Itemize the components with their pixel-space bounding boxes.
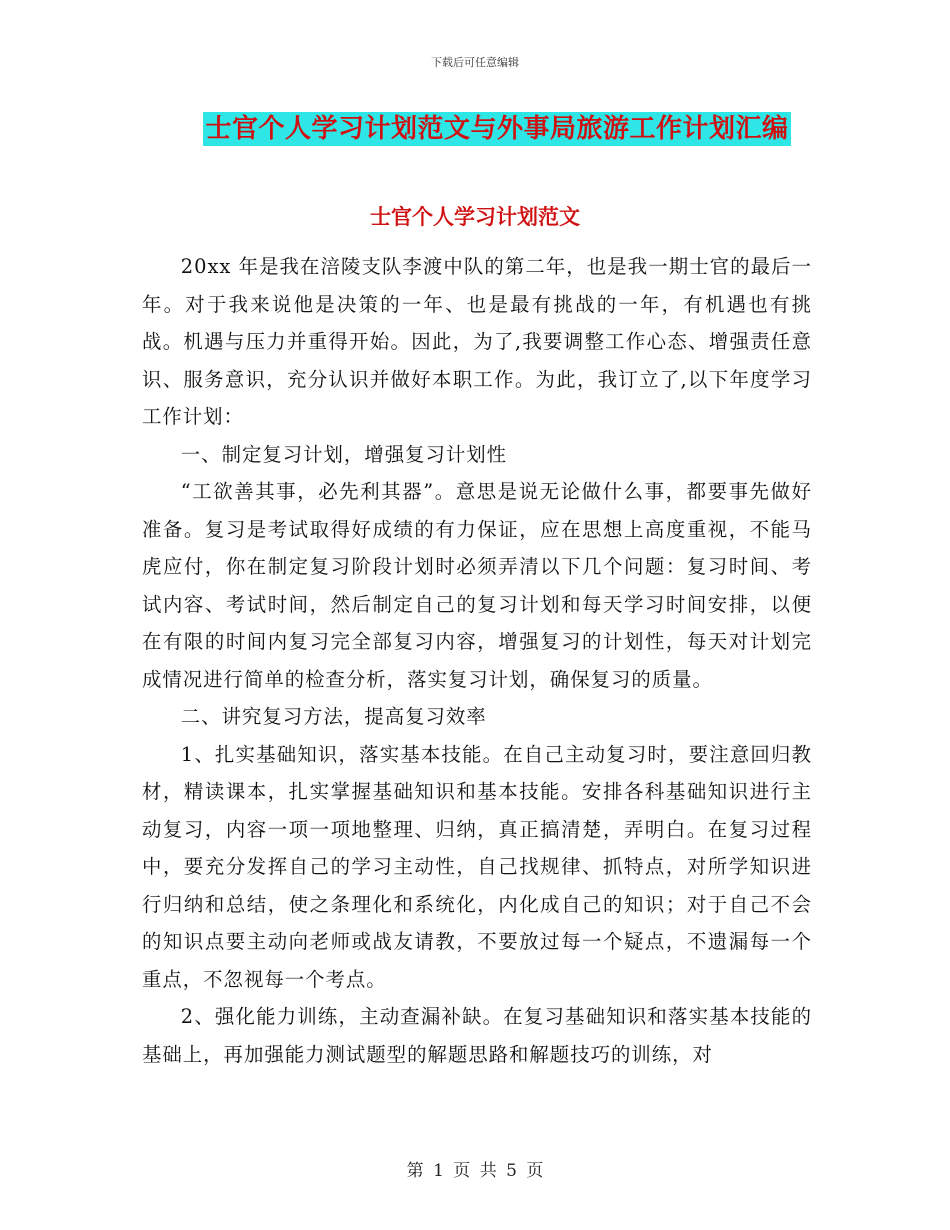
paragraph-heading: 二、讲究复习方法，提高复习效率 (180, 705, 487, 728)
paragraph: 2、强化能力训练，主动查漏补缺。在复习基础知识和落实基本技能的基础上，再加强能力测试题型的解题思路和解题技巧的训练，对 (142, 1005, 812, 1066)
paragraph: 1、扎实基础知识，落实基本技能。在自己主动复习时，要注意回归教材，精读课本，扎实掌握基础知识和基本技能。安排各科基础知识进行主动复习，内容一项一项地整理、归纳，真正搞清楚，弄明白。在复习过程中，要充分发挥自己的学习主动性，自己找规律、抓特点，对所学知识进行归纳和总结，使之条理化和系统化，内化成自己的知识；对于自己不会的知识点要主动向老师或战友请教，不要放过每一个疑点，不遗漏每一个重点，不忽视每一个考点。 (142, 742, 812, 991)
paragraph: “工欲善其事，必先利其器”。意思是说无论做什么事，都要事先做好准备。复习是考试取得好成绩的有力保证，应在思想上高度重视，不能马虎应付，你在制定复习阶段计划时必须弄清以下几个问题：复习时间、考试内容、考试时间，然后制定自己的复习计划和每天学习时间安排，以便在有限的时间内复习完全部复习内容，增强复习的计划性，每天对计划完成情况进行简单的检查分析，落实复习计划，确保复习的质量。 (142, 480, 812, 691)
section-title: 士官个人学习计划范文 (370, 204, 580, 229)
paragraph: 20xx 年是我在涪陵支队李渡中队的第二年，也是我一期士官的最后一年。对于我来说他是决策的一年、也是最有挑战的一年，有机遇也有挑战。机遇与压力并重得开始。因此，为了,我要调整工作心态、增强责任意识、服务意识，充分认识并做好本职工作。为此，我订立了,以下年度学习工作计划： (142, 255, 812, 428)
document-body (142, 248, 812, 1073)
main-title-container (0, 112, 950, 146)
page-header-note: 下载后可任意编辑 (431, 56, 519, 69)
main-title: 士官个人学习计划范文与外事局旅游工作计划汇编 (205, 114, 789, 144)
paragraph-heading: 一、制定复习计划，增强复习计划性 (180, 442, 508, 466)
page-number-footer: 第 1 页 共 5 页 (406, 1161, 544, 1181)
